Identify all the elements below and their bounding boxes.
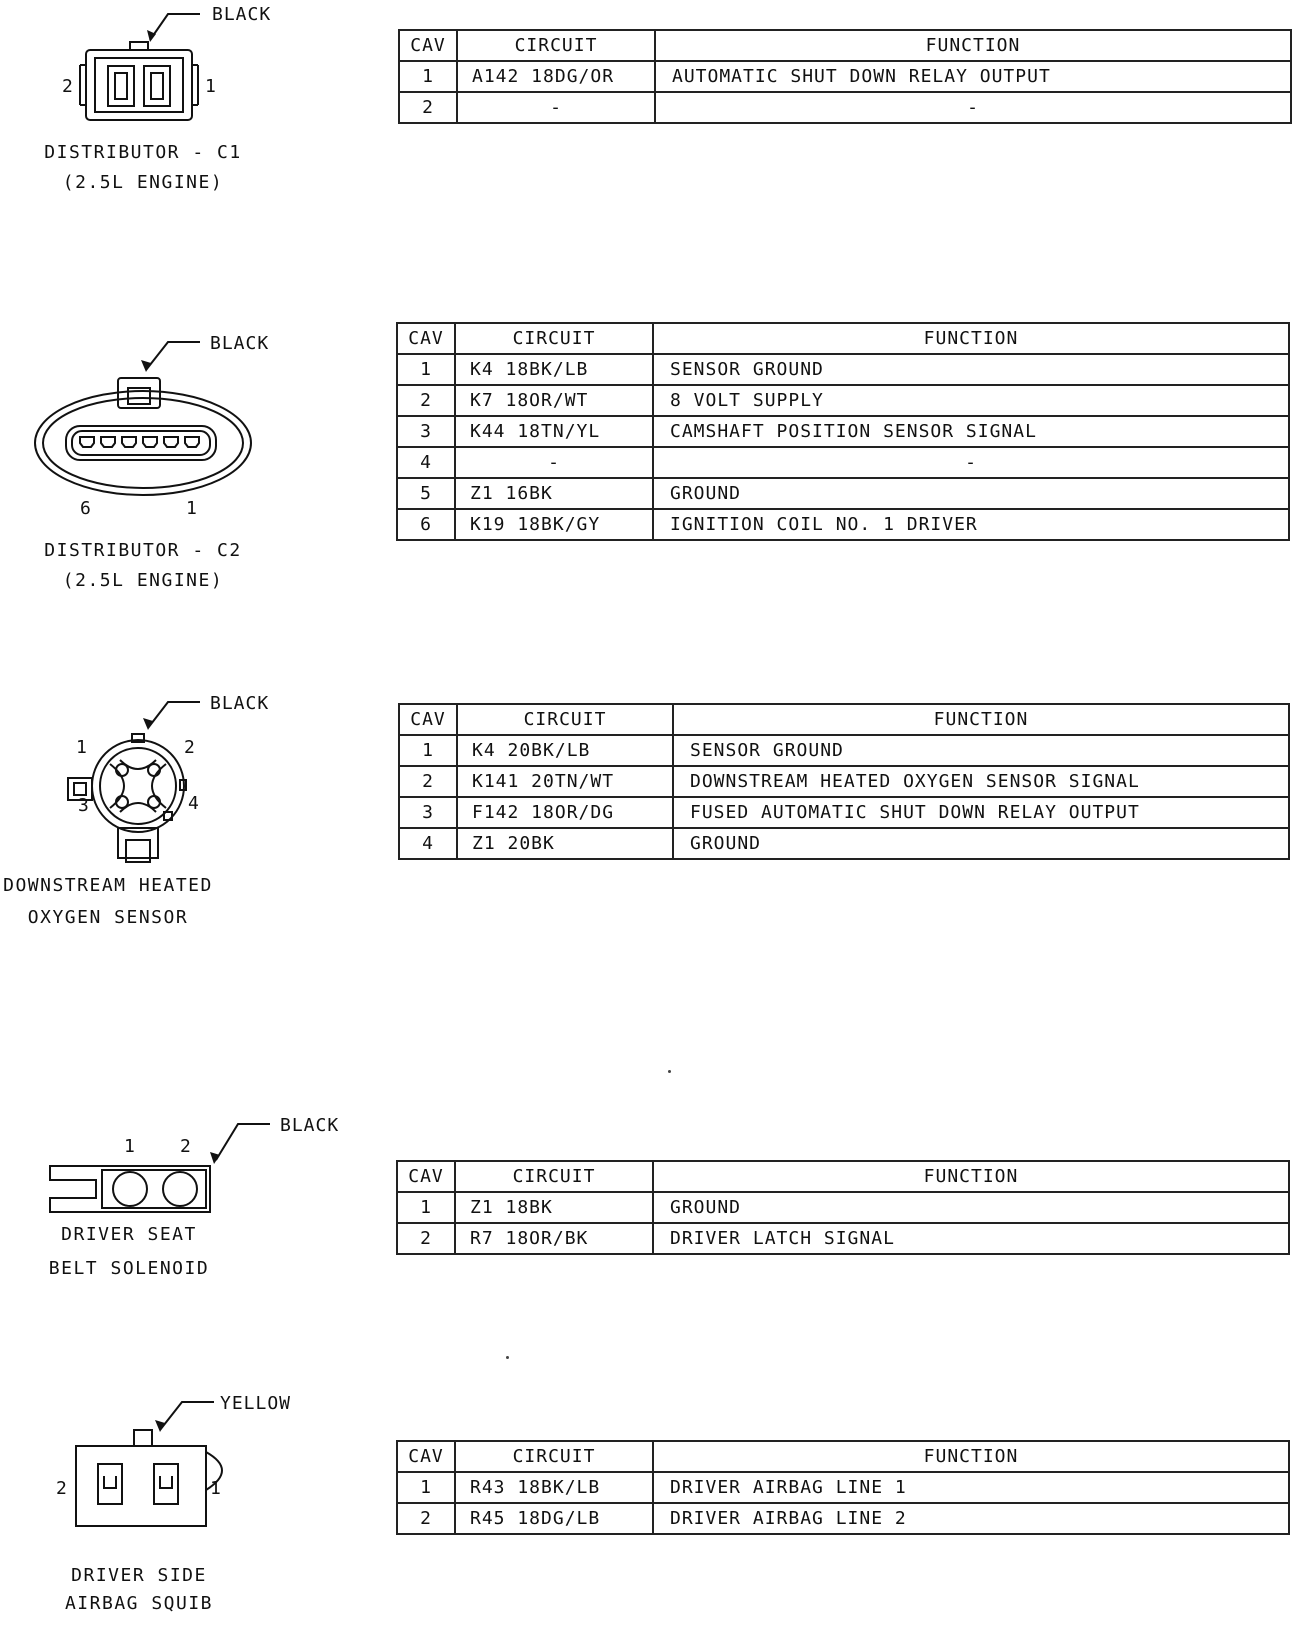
function-cell: DRIVER LATCH SIGNAL xyxy=(653,1223,1289,1254)
wire-color-label: YELLOW xyxy=(220,1393,292,1414)
header-cav: CAV xyxy=(399,704,457,735)
table-header-row xyxy=(397,323,1289,354)
pinout-table xyxy=(396,1440,1290,1535)
cav-cell: 5 xyxy=(397,478,455,509)
caption-line: OXYGEN SENSOR xyxy=(27,907,189,928)
function-cell: DRIVER AIRBAG LINE 2 xyxy=(653,1503,1289,1534)
table-row xyxy=(399,735,1289,766)
header-cav: CAV xyxy=(397,1441,455,1472)
connector-caption xyxy=(0,870,216,934)
pin-label: 1 xyxy=(210,1478,222,1499)
pin-label: 1 xyxy=(76,737,88,758)
function-cell: GROUND xyxy=(673,828,1289,859)
cav-cell: 3 xyxy=(399,797,457,828)
header-circuit: CIRCUIT xyxy=(455,1441,653,1472)
table-row xyxy=(399,61,1291,92)
circuit-cell: - xyxy=(457,92,655,123)
circuit-cell: K4 18BK/LB xyxy=(455,354,653,385)
connector-diagram xyxy=(0,690,340,890)
circuit-cell: Z1 20BK xyxy=(457,828,673,859)
header-cav: CAV xyxy=(397,323,455,354)
caption-line: (2.5L ENGINE) xyxy=(62,570,224,591)
function-cell: - xyxy=(655,92,1291,123)
header-function: FUNCTION xyxy=(653,1161,1289,1192)
pin-label: 2 xyxy=(184,737,196,758)
caption-line: (2.5L ENGINE) xyxy=(62,172,224,193)
header-circuit: CIRCUIT xyxy=(457,30,655,61)
wire-color-label: BLACK xyxy=(280,1115,340,1136)
caption-line: DOWNSTREAM HEATED xyxy=(3,875,213,896)
pinout-table xyxy=(396,322,1290,541)
pinout-table xyxy=(398,703,1290,860)
cav-cell: 2 xyxy=(397,385,455,416)
table-row xyxy=(397,416,1289,447)
header-function: FUNCTION xyxy=(653,323,1289,354)
function-cell: IGNITION COIL NO. 1 DRIVER xyxy=(653,509,1289,540)
caption-line: DISTRIBUTOR - C2 xyxy=(44,540,242,561)
circuit-cell: R45 18DG/LB xyxy=(455,1503,653,1534)
stray-mark xyxy=(668,1070,671,1073)
circuit-cell: Z1 16BK xyxy=(455,478,653,509)
table-header-row xyxy=(399,704,1289,735)
header-circuit: CIRCUIT xyxy=(455,323,653,354)
cav-cell: 2 xyxy=(397,1503,455,1534)
function-cell: CAMSHAFT POSITION SENSOR SIGNAL xyxy=(653,416,1289,447)
cav-cell: 2 xyxy=(399,766,457,797)
table-header-row xyxy=(397,1441,1289,1472)
circuit-cell: A142 18DG/OR xyxy=(457,61,655,92)
function-cell: GROUND xyxy=(653,1192,1289,1223)
connector-caption xyxy=(14,1218,244,1286)
table-row xyxy=(397,1472,1289,1503)
circuit-cell: K7 18OR/WT xyxy=(455,385,653,416)
table-row xyxy=(397,1503,1289,1534)
function-cell: - xyxy=(653,447,1289,478)
connector-caption xyxy=(28,536,258,596)
function-cell: DOWNSTREAM HEATED OXYGEN SENSOR SIGNAL xyxy=(673,766,1289,797)
pinout-table xyxy=(398,29,1292,124)
cav-cell: 6 xyxy=(397,509,455,540)
table-row xyxy=(397,1223,1289,1254)
table-row xyxy=(399,766,1289,797)
cav-cell: 4 xyxy=(397,447,455,478)
table-row xyxy=(399,92,1291,123)
distributor-c2-connector-icon xyxy=(0,330,340,530)
table-row xyxy=(399,828,1289,859)
table-row xyxy=(399,797,1289,828)
cav-cell: 1 xyxy=(397,354,455,385)
table-row xyxy=(397,447,1289,478)
cav-cell: 3 xyxy=(397,416,455,447)
header-circuit: CIRCUIT xyxy=(455,1161,653,1192)
wire-color-label: BLACK xyxy=(212,4,272,25)
cav-cell: 1 xyxy=(399,735,457,766)
header-function: FUNCTION xyxy=(653,1441,1289,1472)
wire-color-label: BLACK xyxy=(210,333,270,354)
cav-cell: 1 xyxy=(397,1472,455,1503)
connector-diagram xyxy=(0,1110,360,1220)
table-row xyxy=(397,1192,1289,1223)
circuit-cell: K141 20TN/WT xyxy=(457,766,673,797)
wire-color-label: BLACK xyxy=(210,693,270,714)
pin-label: 3 xyxy=(78,795,90,816)
caption-line: DRIVER SIDE xyxy=(71,1565,207,1586)
table-row xyxy=(397,354,1289,385)
pin-label: 6 xyxy=(80,498,92,519)
function-cell: SENSOR GROUND xyxy=(653,354,1289,385)
pin-label: 1 xyxy=(124,1136,136,1157)
table-header-row xyxy=(397,1161,1289,1192)
seat-belt-solenoid-connector-icon xyxy=(0,1110,360,1220)
function-cell: AUTOMATIC SHUT DOWN RELAY OUTPUT xyxy=(655,61,1291,92)
circuit-cell: F142 18OR/DG xyxy=(457,797,673,828)
pin-label: 1 xyxy=(205,76,217,97)
function-cell: DRIVER AIRBAG LINE 1 xyxy=(653,1472,1289,1503)
caption-line: DISTRIBUTOR - C1 xyxy=(44,142,242,163)
header-function: FUNCTION xyxy=(673,704,1289,735)
pin-label: 2 xyxy=(180,1136,192,1157)
caption-line: DRIVER SEAT xyxy=(61,1224,197,1245)
header-circuit: CIRCUIT xyxy=(457,704,673,735)
caption-line: BELT SOLENOID xyxy=(48,1258,210,1279)
cav-cell: 1 xyxy=(397,1192,455,1223)
airbag-squib-connector-icon xyxy=(0,1390,340,1530)
pin-label: 4 xyxy=(188,793,200,814)
function-cell: 8 VOLT SUPPLY xyxy=(653,385,1289,416)
cav-cell: 2 xyxy=(399,92,457,123)
function-cell: GROUND xyxy=(653,478,1289,509)
connector-diagram xyxy=(0,1390,340,1530)
circuit-cell: K19 18BK/GY xyxy=(455,509,653,540)
circuit-cell: - xyxy=(455,447,653,478)
function-cell: FUSED AUTOMATIC SHUT DOWN RELAY OUTPUT xyxy=(673,797,1289,828)
header-cav: CAV xyxy=(399,30,457,61)
header-function: FUNCTION xyxy=(655,30,1291,61)
connector-caption xyxy=(28,138,258,198)
table-header-row xyxy=(399,30,1291,61)
pin-label: 2 xyxy=(56,1478,68,1499)
circuit-cell: R7 18OR/BK xyxy=(455,1223,653,1254)
table-row xyxy=(397,385,1289,416)
circuit-cell: Z1 18BK xyxy=(455,1192,653,1223)
connector-caption xyxy=(24,1562,254,1618)
pin-label: 1 xyxy=(186,498,198,519)
table-row xyxy=(397,509,1289,540)
pinout-table xyxy=(396,1160,1290,1255)
connector-diagram xyxy=(0,330,340,530)
pin-label: 2 xyxy=(62,76,74,97)
cav-cell: 1 xyxy=(399,61,457,92)
cav-cell: 4 xyxy=(399,828,457,859)
header-cav: CAV xyxy=(397,1161,455,1192)
oxygen-sensor-connector-icon xyxy=(0,690,340,890)
caption-line: AIRBAG SQUIB xyxy=(64,1593,214,1614)
function-cell: SENSOR GROUND xyxy=(673,735,1289,766)
circuit-cell: K4 20BK/LB xyxy=(457,735,673,766)
cav-cell: 2 xyxy=(397,1223,455,1254)
circuit-cell: R43 18BK/LB xyxy=(455,1472,653,1503)
table-row xyxy=(397,478,1289,509)
stray-mark xyxy=(506,1356,509,1359)
circuit-cell: K44 18TN/YL xyxy=(455,416,653,447)
